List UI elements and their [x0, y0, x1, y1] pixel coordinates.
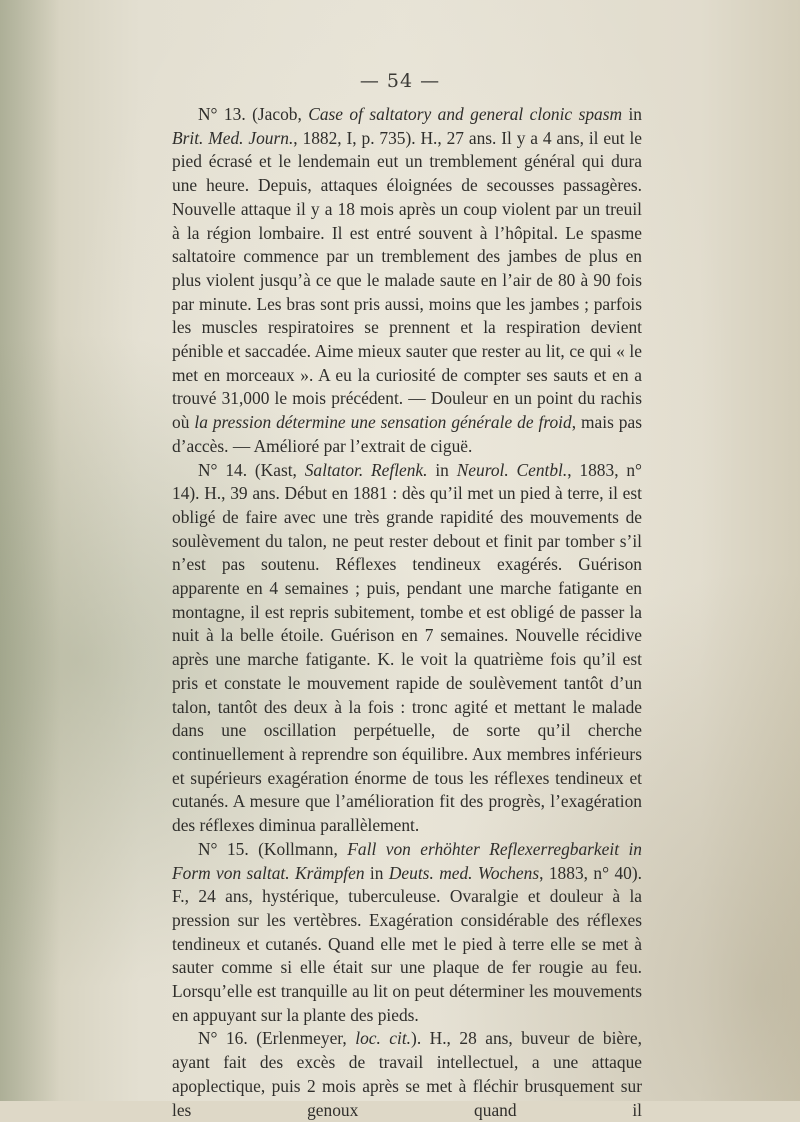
italic-text: Saltator. Reflenk.	[304, 459, 428, 480]
italic-text: Case of saltatory and general clonic spasm	[308, 104, 623, 124]
text-run: N° 14. (Kast,	[198, 459, 305, 480]
paragraph	[172, 103, 642, 459]
paragraph	[172, 838, 642, 1028]
italic-text: Fall von erhöhter Reflexerregbarkeit in Form von saltat. Krämpfen	[172, 838, 642, 883]
text-run: in	[427, 459, 457, 480]
italic-text: Deuts. med. Wochens	[388, 862, 540, 883]
italic-text: Neurol. Centbl.	[456, 459, 568, 480]
text-run: , mais pas d’accès. — Amélioré par l’extrait de ciguë.	[172, 412, 642, 456]
text-run: , 1883, n° 40). F., 24 ans, hystérique, tuberculeuse. Ovaralgie et douleur à la pression sur les vertèbres. Exagération considérable des réflexes tendineux et cutanés. Quand elle met le pied à terre elle se met à sauter comme si elle était sur une plaque de fer rougie au feu. Lorsqu’elle est tranquille au lit on peut déterminer les mouvements en appuyant sur la plante des pieds.	[172, 862, 642, 1025]
text-run: , 1883, n° 14). H., 39 ans. Début en 1881 : dès qu’il met un pied à terre, il est obligé de faire avec une très grande rapidité des mouvements de soulèvement du talon, ne peut rester debout et finit par tomber s’il n’est pas soutenu. Réflexes tendineux exagérés. Guérison apparente en 4 semaines ; puis, pendant une marche fatigante en montagne, il est repris subitement, tombe et est obligé de passer la nuit à la belle étoile. Guérison en 7 semaines. Nouvelle récidive après une marche fatigante. K. le voit la quatrième fois qu’il est pris et constate le mouvement rapide de soulèvement tantôt d’un talon, tantôt des deux à la fois : tronc agité et mettant le malade dans une oscillation perpétuelle, de sorte qu’il cherche continuellement à reprendre son équilibre. Aux membres inférieurs et supérieurs exagération énorme de tous les réflexes tendineux et cutanés. A mesure que l’amélioration fit des progrès, l’exagération des réflexes diminua parallèlement.	[172, 459, 643, 836]
text-run: , 1882, I, p. 735). H., 27 ans. Il y a 4 ans, il eut le pied écrasé et le lendemain eut un tremblement général qui dura une heure. Depuis, attaques éloignées de secousses passagères. Nouvelle attaque il y a 18 mois après un coup violent par un treuil à la région lombaire. Il est entré souvent à l’hôpital. Le spasme saltatoire commence par un tremblement des jambes de plus en plus violent jusqu’à ce que le malade saute en l’air de 80 à 90 fois par minute. Les bras sont pris aussi, moins que les jambes ; parfois les muscles respiratoires se prennent et la respiration devient pénible et saccadée. Aime mieux sauter que rester au lit, ce qui « le met en morceaux ». A eu la curiosité de compter ses sauts et en a trouvé 31,000 le mois précédent. — Douleur en un point du rachis où	[172, 127, 642, 433]
page-number: — 54 —	[359, 70, 441, 92]
italic-text: la pression détermine une sensation générale de froid	[194, 412, 572, 433]
paragraph	[172, 1027, 642, 1122]
text-run: ). H., 28 ans, buveur de bière, ayant fait des excès de travail intellectuel, a une attaque apoplectique, puis 2 mois après se met à fléchir brusquement sur les genoux quand il	[172, 1028, 642, 1120]
text-run: N° 16. (Erlenmeyer,	[198, 1028, 356, 1049]
text-run: N° 15. (Kollmann,	[198, 838, 348, 859]
body-text	[172, 103, 642, 1122]
text-run: in	[622, 104, 643, 124]
paragraph	[172, 459, 642, 838]
text-run: in	[364, 862, 389, 883]
italic-text: loc. cit.	[355, 1028, 412, 1049]
page-edge-shadow	[0, 0, 60, 1101]
text-run: N° 13. (Jacob,	[198, 104, 309, 124]
italic-text: Brit. Med. Journ.	[172, 127, 294, 148]
